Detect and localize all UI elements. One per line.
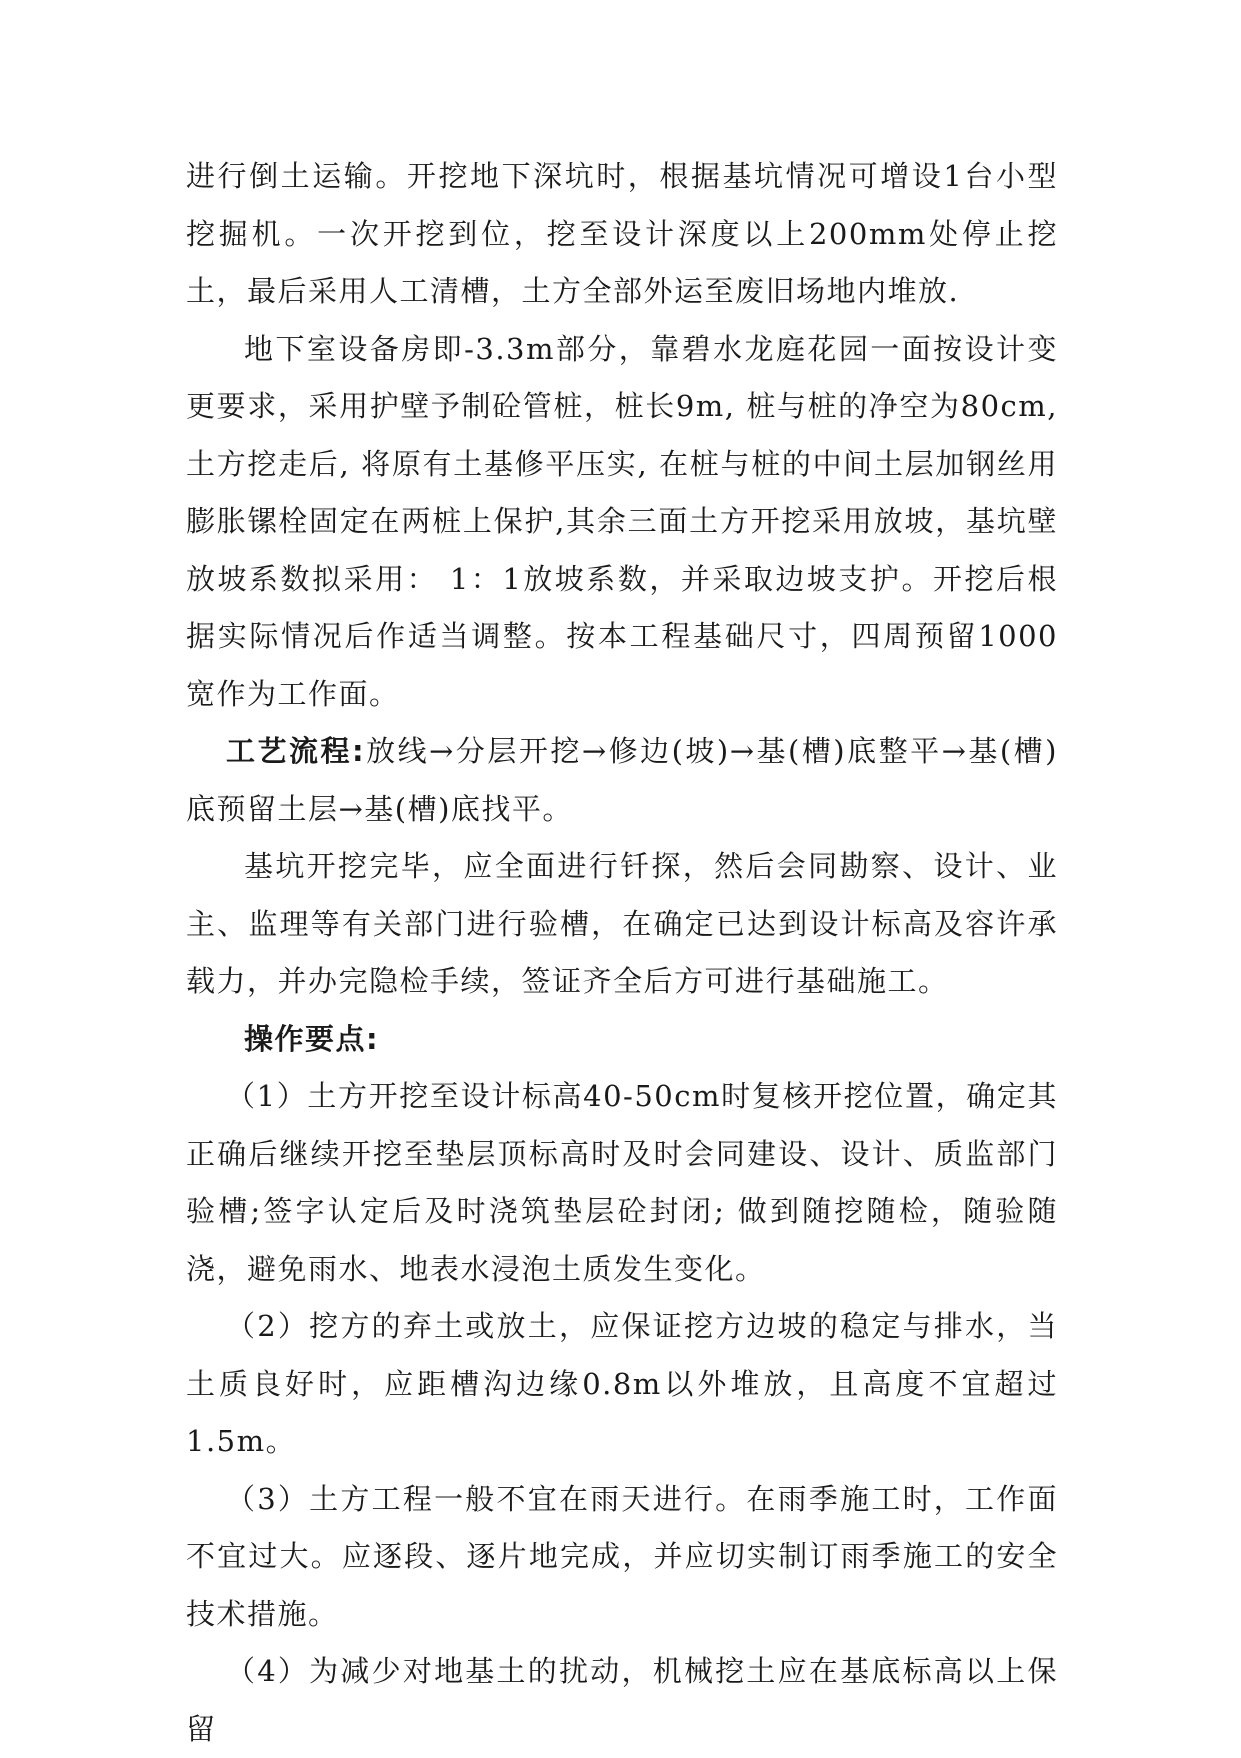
list-item-1: （1）土方开挖至设计标高40-50cm时复核开挖位置，确定其正确后继续开挖至垫层顶标高时及时会同建设、设计、质监部门验槽;签字认定后及时浇筑垫层砼封闭; 做到随挖随检，随验随浇，避免雨水、地表水浸泡土质发生变化。 [186,1079,1058,1286]
paragraph-inspection: 基坑开挖完毕，应全面进行钎探，然后会同勘察、设计、业主、监理等有关部门进行验槽，在确定已达到设计标高及容许承载力，并办完隐检手续，签证齐全后方可进行基础施工。 [186,849,1058,998]
section-heading-key-points: 操作要点: [244,1021,380,1056]
list-item-2: （2）挖方的弃土或放土，应保证挖方边坡的稳定与排水，当土质良好时，应距槽沟边缘0.8m以外堆放，且高度不宜超过1.5m。 [186,1309,1058,1458]
paragraph-basement-excavation: 地下室设备房即-3.3m部分，靠碧水龙庭花园一面按设计变更要求，采用护壁予制砼管桩，桩长9m, 桩与桩的净空为80cm, 土方挖走后, 将原有土基修平压实, 在桩与桩的中间土层加钢丝用膨胀镙栓固定在两桩上保护,其余三面土方开挖采用放坡，基坑壁放坡系数拟采用： 1：1放坡系数，并采取边坡支护。开挖后根据实际情况后作适当调整。按本工程基础尺寸，四周预留1000宽作为工作面。 [186,331,1058,711]
paragraph-earth-transport: 进行倒土运输。开挖地下深坑时，根据基坑情况可增设1台小型挖掘机。一次开挖到位，挖至设计深度以上200mm处停止挖土，最后采用人工清槽，土方全部外运至废旧场地内堆放. [186,159,1058,308]
paragraph-process-flow [186,723,1058,838]
document-body [186,148,1058,1758]
list-item-3: （3）土方工程一般不宜在雨天进行。在雨季施工时，工作面不宜过大。应逐段、逐片地完成，并应切实制订雨季施工的安全技术措施。 [186,1481,1058,1631]
process-flow-label: 工艺流程: [226,734,366,768]
list-item-4: （4）为减少对地基土的扰动，机械挖土应在基底标高以上保留 [186,1654,1058,1746]
process-flow-text: 放线→分层开挖→修边(坡)→基(槽)底整平→基(槽)底预留土层→基(槽)底找平。 [186,734,1058,826]
